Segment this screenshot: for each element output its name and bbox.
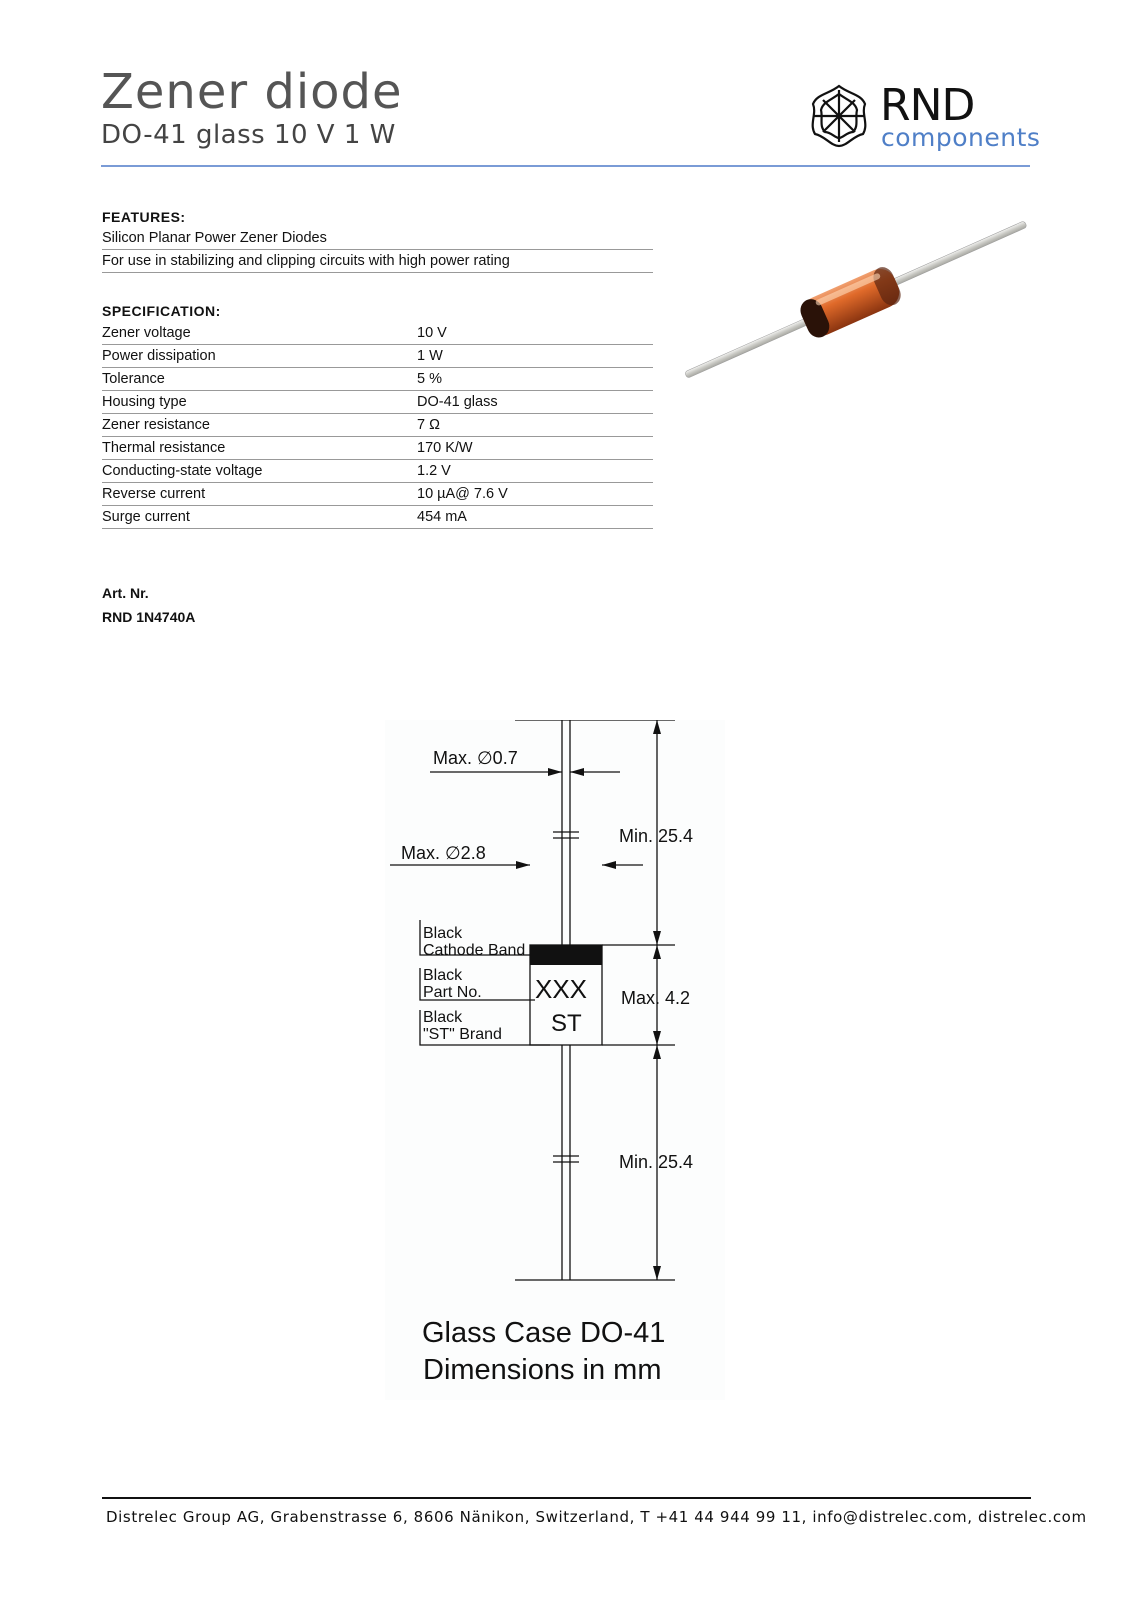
part-marking: XXX <box>535 974 588 1004</box>
features-list <box>102 227 653 273</box>
spec-value: 7 Ω <box>417 417 440 433</box>
spec-key: Zener voltage <box>102 325 191 341</box>
spec-value: 10 V <box>417 325 447 341</box>
spec-row <box>102 506 653 529</box>
spec-key: Thermal resistance <box>102 440 226 456</box>
spec-value: 1.2 V <box>417 463 451 479</box>
spec-row <box>102 460 653 483</box>
diode-photo <box>680 210 1032 385</box>
spec-value: 10 µA@ 7.6 V <box>417 486 508 502</box>
spec-key: Power dissipation <box>102 348 216 364</box>
top-lead-length-label: Min. 25.4 <box>619 826 694 846</box>
cathode-label-line1: Black <box>423 925 463 942</box>
brand-label-line1: Black <box>423 1009 463 1026</box>
logo-subtext: components <box>881 123 1041 152</box>
spec-value: 170 K/W <box>417 440 473 456</box>
body-length-label: Max. 4.2 <box>621 988 691 1008</box>
spec-row <box>102 368 653 391</box>
spec-key: Conducting-state voltage <box>102 463 263 479</box>
drawing-caption-line2: Dimensions in mm <box>423 1354 662 1386</box>
logo-wordmark: RND <box>880 80 975 131</box>
spec-key: Housing type <box>102 394 187 410</box>
page-subtitle: DO-41 glass 10 V 1 W <box>101 120 396 150</box>
spec-row <box>102 345 653 368</box>
spec-row <box>102 391 653 414</box>
spec-key: Reverse current <box>102 486 206 502</box>
cathode-label-line2: Cathode Band <box>423 942 526 959</box>
body-diameter-label: Max. ∅2.8 <box>401 843 486 863</box>
lead-diameter-label: Max. ∅0.7 <box>433 748 518 768</box>
spec-key: Tolerance <box>102 371 165 387</box>
footer-divider <box>102 1497 1031 1499</box>
rnd-logo-icon <box>803 80 875 152</box>
specification-table <box>102 322 653 529</box>
spec-row <box>102 322 653 345</box>
spec-value: DO-41 glass <box>417 394 498 410</box>
feature-item: For use in stabilizing and clipping circuits with high power rating <box>102 250 653 273</box>
specification-heading: SPECIFICATION: <box>102 303 221 319</box>
spec-key: Zener resistance <box>102 417 210 433</box>
brand-marking: ST <box>551 1010 582 1037</box>
spec-row <box>102 483 653 506</box>
article-label: Art. Nr. <box>102 585 149 601</box>
spec-value: 5 % <box>417 371 442 387</box>
drawing-caption-line1: Glass Case DO-41 <box>422 1317 666 1349</box>
footer-contact: Distrelec Group AG, Grabenstrasse 6, 8606 Nänikon, Switzerland, T +41 44 944 99 11, info@distrelec.com, distrelec.com <box>106 1508 1087 1526</box>
header-divider <box>101 165 1030 167</box>
brand-label-line2: "ST" Brand <box>423 1026 502 1043</box>
part-label-line1: Black <box>423 967 463 984</box>
cathode-band <box>530 945 602 965</box>
spec-row <box>102 414 653 437</box>
spec-row <box>102 437 653 460</box>
spec-key: Surge current <box>102 509 190 525</box>
bottom-lead-length-label: Min. 25.4 <box>619 1152 694 1172</box>
dimension-drawing <box>385 720 725 1400</box>
article-number: RND 1N4740A <box>102 609 196 625</box>
spec-value: 1 W <box>417 348 443 364</box>
features-heading: FEATURES: <box>102 209 186 225</box>
page-title: Zener diode <box>101 64 403 120</box>
feature-item: Silicon Planar Power Zener Diodes <box>102 227 653 250</box>
spec-value: 454 mA <box>417 509 467 525</box>
part-label-line2: Part No. <box>423 984 482 1001</box>
